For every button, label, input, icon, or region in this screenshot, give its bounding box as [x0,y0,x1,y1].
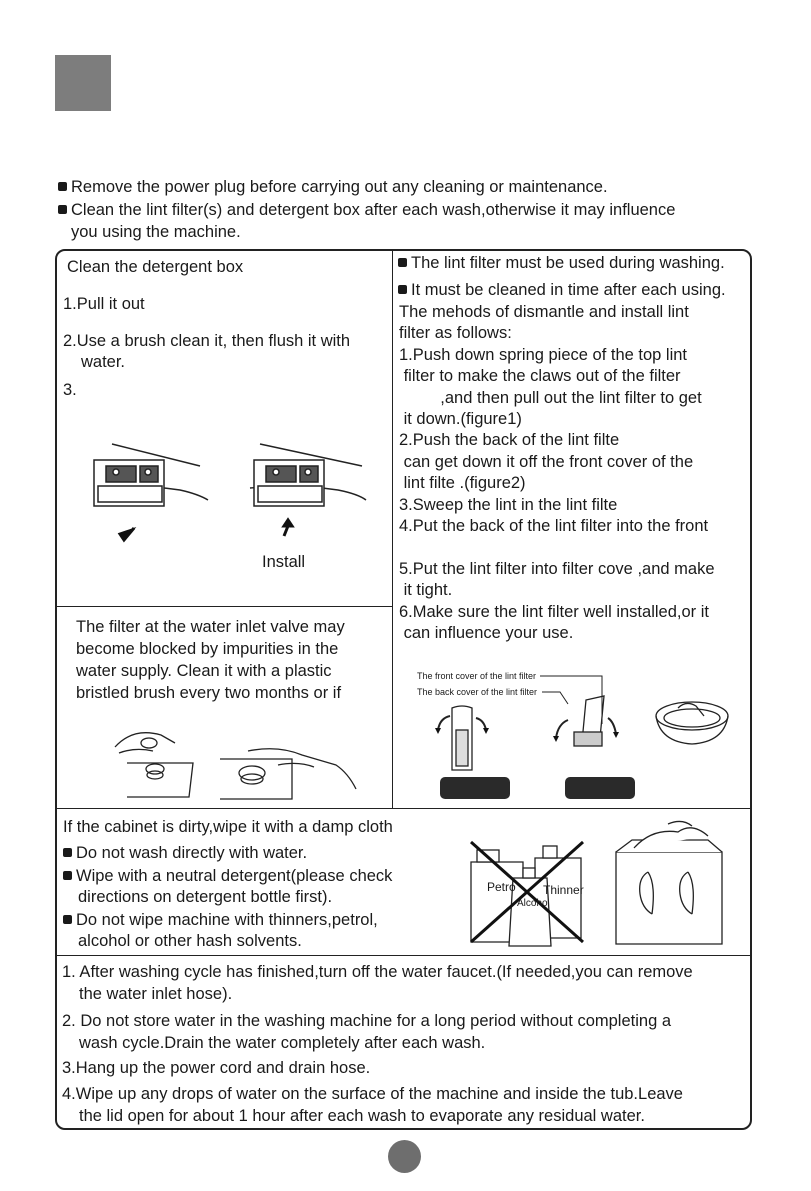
cabinet-bullet-1: Do not wash directly with water. [63,843,307,864]
bottle-label-petrol: Petro [487,880,516,894]
divider [57,955,750,956]
cabinet-title: If the cabinet is dirty,wipe it with a damp cloth [63,818,393,836]
lint-line: 6.Make sure the lint filter well installed,or it [399,603,709,621]
lint-line: 5.Put the lint filter into filter cove ,and make [399,560,715,578]
lint-line: filter as follows: [399,324,512,342]
cabinet-bullet-3: Do not wipe machine with thinners,petrol, [63,910,378,931]
figure-1-label-pill [440,777,510,799]
intro-bullet-2: Clean the lint filter(s) and detergent box after each wash,otherwise it may influence [58,200,675,221]
bullet-icon [398,285,407,294]
lint-line: ,and then pull out the lint filter to get [399,389,702,407]
back-cover-label: The back cover of the lint filter [417,687,538,697]
cabinet-bullet-2: Wipe with a neutral detergent(please check [63,866,392,887]
rotate-arrow-icon [435,728,441,734]
install-label: Install [262,553,306,571]
drawer-install-illustration [248,440,388,550]
lint-line: 4.Put the back of the lint filter into the front [399,517,709,535]
bottle-label-alcohol: Alcoho [517,898,548,909]
cabinet-bullet-3-cont: alcohol or other hash solvents. [78,932,302,950]
bullet-icon [398,258,407,267]
figure-2-label-pill [565,777,635,799]
lint-line: 3.Sweep the lint in the lint filte [399,496,618,514]
divider [57,606,393,607]
intro-bullet-2-cont: you using the machine. [71,223,241,241]
bullet-icon [58,205,67,214]
inlet-valve-line-2: become blocked by impurities in the [76,640,339,658]
after-wash-item-1: 1. After washing cycle has finished,turn off the water faucet.(If needed,you can remove [62,963,693,981]
drawer-pull-out-illustration [80,440,220,550]
lint-filter-figure-1 [430,700,500,775]
lint-line: 2.Push the back of the lint filte [399,431,620,449]
page-number-marker [388,1140,421,1173]
rotate-arrow-icon [483,728,489,734]
bullet-icon [63,848,72,857]
bullet-icon [63,871,72,880]
after-wash-item-2-cont: wash cycle.Drain the water completely after each wash. [79,1034,486,1052]
inlet-valve-line-3: water supply. Clean it with a plastic [76,662,332,680]
front-cover-label: The front cover of the lint filter [417,671,537,681]
lint-line: it down.(figure1) [399,410,522,428]
bottle-label-thinner: Thinner [543,883,584,897]
inlet-filter-removal-illustration [105,725,200,800]
rotate-arrow-icon [553,736,559,742]
after-wash-item-3: 3.Hang up the power cord and drain hose. [62,1059,371,1077]
section-header-block [55,55,111,111]
divider [57,808,750,809]
lint-line: The mehods of dismantle and install lint [399,303,689,321]
detergent-step-2: 2.Use a brush clean it, then flush it with [63,332,351,350]
after-wash-item-2: 2. Do not store water in the washing machine for a long period without completing a [62,1012,672,1030]
rotate-arrow-icon [613,732,619,738]
bullet-icon [63,915,72,924]
cabinet-bullet-2-cont: directions on detergent bottle first). [78,888,333,906]
lint-filter-figure-2 [550,694,630,754]
lint-bullet-1: The lint filter must be used during washing. [398,253,725,274]
lint-line: filter to make the claws out of the filter [399,367,681,385]
detergent-step-1: 1.Pull it out [63,295,145,313]
divider [392,251,393,808]
lint-line: can influence your use. [399,624,574,642]
lint-bullet-2: It must be cleaned in time after each using. [398,280,726,301]
lint-line: can get down it off the front cover of the [399,453,694,471]
inlet-valve-line-4: bristled brush every two months or if [76,684,342,702]
after-wash-item-4-cont: the lid open for about 1 hour after each wash to evaporate any residual water. [79,1107,645,1125]
inlet-valve-line-1: The filter at the water inlet valve may [76,618,345,636]
after-wash-item-4: 4.Wipe up any drops of water on the surface of the machine and inside the tub.Leave [62,1085,683,1103]
inlet-filter-cleaning-illustration [218,745,358,805]
after-wash-item-1-cont: the water inlet hose). [79,985,233,1003]
detergent-step-3: 3. [63,381,77,399]
detergent-step-2-cont: water. [81,353,126,371]
lint-filter-figure-3 [652,698,732,753]
arrow-up-icon [284,520,292,536]
detergent-box-title: Clean the detergent box [67,258,244,276]
lint-line: lint filte .(figure2) [399,474,526,492]
lint-line: it tight. [399,581,453,599]
intro-bullet-1: Remove the power plug before carrying out any cleaning or maintenance. [58,177,608,198]
bullet-icon [58,182,67,191]
arrow-down-icon [120,528,134,540]
lint-line: 1.Push down spring piece of the top lint [399,346,688,364]
machine-wiping-illustration [612,818,730,948]
